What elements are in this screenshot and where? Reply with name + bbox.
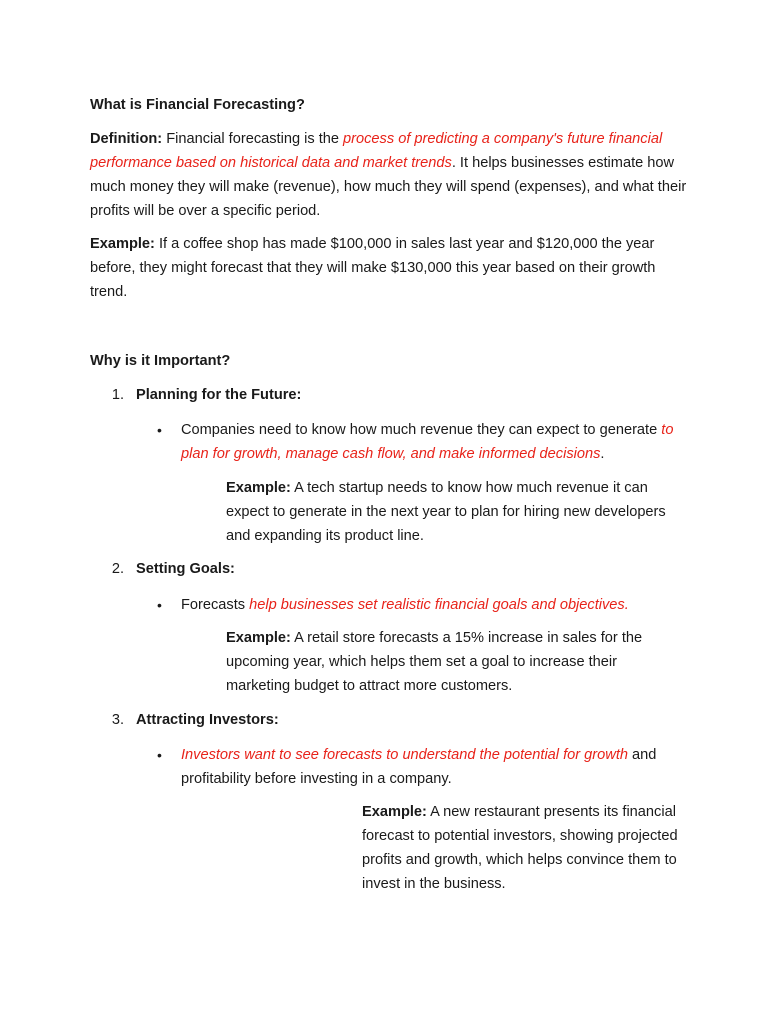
bullet-text-investors — [181, 743, 691, 791]
list-number: 3. — [111, 712, 124, 728]
bullet-icon: • — [157, 747, 162, 763]
bullet-icon: • — [157, 422, 162, 438]
definition-paragraph — [90, 127, 690, 223]
bullet-highlight: to plan for growth, manage cash flow, and make informed decisions — [181, 422, 674, 462]
definition-text-before: Financial forecasting is the — [162, 131, 344, 147]
example-text: A tech startup needs to know how much revenue it can expect to generate in the next year to plan for hiring new developers and expanding its product line. — [226, 480, 666, 544]
heading-text: Why is it Important? — [90, 353, 231, 369]
definition-text-after: . It helps businesses estimate how much money they will make (revenue), how much they will spend (expenses), and what their profits will be over a specific period. — [90, 155, 687, 219]
bullet-text-after: . — [600, 446, 605, 462]
definition-label: Definition: — [90, 131, 163, 147]
definition-highlight: process of predicting a company's future financial performance based on historical data and market trends — [90, 131, 663, 171]
example-text: A new restaurant presents its financial forecast to potential investors, showing projected profits and growth, which helps convince them to invest in the business. — [362, 804, 678, 892]
example-text: If a coffee shop has made $100,000 in sales last year and $120,000 the year before, they might forecast that they will make $130,000 this year based on their growth trend. — [90, 236, 656, 300]
bullet-text-before: Companies need to know how much revenue they can expect to generate — [181, 422, 662, 438]
example-paragraph — [90, 232, 690, 304]
bullet-text-after: and profitability before investing in a company. — [181, 747, 657, 787]
example-label: Example: — [362, 804, 427, 820]
example-label: Example: — [226, 480, 291, 496]
example-label: Example: — [90, 236, 155, 252]
bullet-text-planning — [181, 418, 691, 466]
heading-why-is-it-important — [90, 349, 690, 373]
example-text: A retail store forecasts a 15% increase in sales for the upcoming year, which helps them set a goal to increase their marketing budget to attract more customers. — [226, 630, 643, 694]
example-paragraph-goals — [226, 626, 676, 698]
list-item-title-planning: Planning for the Future: — [136, 387, 302, 403]
bullet-highlight: Investors want to see forecasts to understand the potential for growth — [181, 747, 628, 763]
example-paragraph-investors — [362, 800, 682, 896]
bullet-icon: • — [157, 597, 162, 613]
list-number: 1. — [111, 387, 124, 403]
list-number: 2. — [111, 561, 124, 577]
list-item-title-investors: Attracting Investors: — [136, 712, 279, 728]
example-paragraph-planning — [226, 476, 676, 548]
heading-what-is-financial-forecasting — [90, 93, 690, 117]
list-item-title-goals: Setting Goals: — [136, 561, 235, 577]
bullet-text-goals — [181, 593, 691, 617]
bullet-text-before: Forecasts — [181, 597, 250, 613]
example-label: Example: — [226, 630, 291, 646]
heading-text: What is Financial Forecasting? — [90, 97, 305, 113]
bullet-highlight: help businesses set realistic financial goals and objectives. — [249, 597, 629, 613]
